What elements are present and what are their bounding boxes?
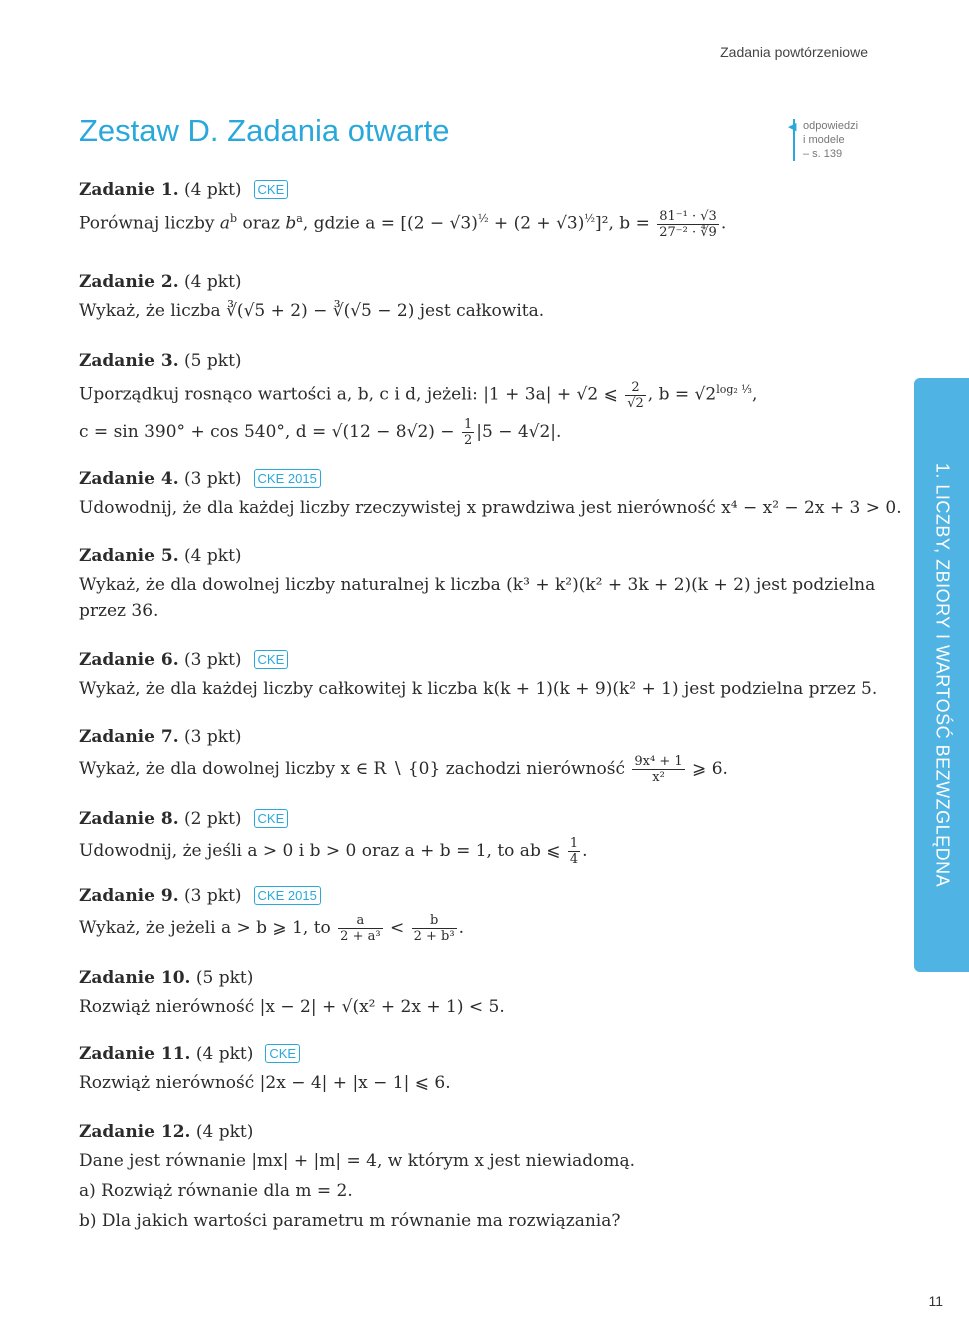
- task-12: [79, 1121, 879, 1233]
- task-content: Wykaż, że dla każdej liczby całkowitej k liczba k(k + 1)(k + 9)(k² + 1) jest podzielna przez 5.: [79, 679, 878, 699]
- task-content: Wykaż, że liczba ∛(√5 + 2) − ∛(√5 − 2) jest całkowita.: [79, 301, 545, 321]
- task-title: Zadanie 7.: [79, 727, 179, 747]
- cke-badge: CKE: [254, 809, 289, 828]
- section-title: Zestaw D. Zadania otwarte: [79, 113, 450, 148]
- running-header: Zadania powtórzeniowe: [720, 44, 868, 60]
- task-title: Zadanie 12.: [79, 1122, 191, 1142]
- fraction: $\frac{b}{\text{2 + b³}}$: [413, 913, 455, 944]
- task-points: (4 pkt): [195, 1044, 254, 1064]
- task-title: Zadanie 9.: [79, 886, 179, 906]
- task-2: [79, 271, 879, 323]
- task-points: (5 pkt): [184, 351, 242, 371]
- task-6: [79, 649, 879, 701]
- pointer-icon: ◀: [788, 121, 797, 133]
- task-content: przez 36.: [79, 601, 159, 621]
- task-title: Zadanie 5.: [79, 546, 179, 566]
- cke-badge: CKE 2015: [254, 886, 321, 905]
- fraction: $\frac{1}{2}$: [463, 416, 473, 448]
- task-points: (2 pkt): [184, 809, 242, 829]
- task-content: Udowodnij, że dla każdej liczby rzeczywistej x prawdziwa jest nierówność x⁴ − x² − 2x + 3 > 0.: [79, 498, 902, 518]
- task-1: [79, 179, 879, 240]
- task-7: [79, 726, 879, 785]
- cke-badge: CKE: [254, 650, 289, 669]
- task-points: (4 pkt): [184, 180, 242, 200]
- task-points: (3 pkt): [184, 727, 242, 747]
- chapter-side-tab-label: 1. LICZBY, ZBIORY I WARTOŚĆ BEZWZGLĘDNA: [932, 462, 952, 888]
- task-title: Zadanie 11.: [79, 1044, 191, 1064]
- task-points: (4 pkt): [184, 546, 242, 566]
- task-points: (4 pkt): [184, 272, 242, 292]
- task-9: [79, 885, 879, 944]
- task-title: Zadanie 2.: [79, 272, 179, 292]
- task-content: Wykaż, że dla dowolnej liczby x ∈ R ∖ {0} zachodzi nierówność $\frac{\text{9x⁴ + 1}}{\text{x²}}$ ⩾ 6.: [79, 754, 728, 785]
- task-points: (3 pkt): [184, 469, 242, 489]
- fraction: $\frac{\text{9x⁴ + 1}}{\text{x²}}$: [634, 754, 683, 785]
- task-content: Wykaż, że dla dowolnej liczby naturalnej k liczba (k³ + k²)(k² + 3k + 2)(k + 2) jest podzielna: [79, 575, 876, 595]
- cke-badge: CKE: [254, 180, 289, 199]
- fraction: $\frac{\text{81⁻¹ · √3}}{\text{27⁻² · ∜9}}$: [659, 208, 717, 240]
- answers-reference: ◀ odpowiedzi i modele – s. 139: [788, 120, 859, 160]
- task-8: [79, 808, 879, 867]
- task-content: c = sin 390° + cos 540°, d = √(12 − 8√2) − $\frac{1}{2}$ |5 − 4√2|.: [79, 416, 562, 448]
- task-content: Udowodnij, że jeśli a > 0 i b > 0 oraz a + b = 1, to ab ⩽ $\frac{1}{4}$ .: [79, 836, 588, 867]
- task-content: Rozwiąż nierówność |x − 2| + √(x² + 2x + 1) < 5.: [79, 997, 505, 1017]
- task-title: Zadanie 10.: [79, 968, 191, 988]
- chapter-side-tab: [914, 378, 969, 972]
- task-title: Zadanie 1.: [79, 180, 179, 200]
- task-4: [79, 468, 902, 520]
- task-3: [79, 350, 879, 448]
- task-content: Porównaj liczby $a^b$ oraz $b^a$, gdzie $a = [(2 - √3)^{\frac{1}{2}} + (2 + √3)^{\frac{1}{2}}]^2$, b = $\frac{\text{81⁻¹ · √3}}{\text{27⁻² · ∜9}}$ .: [79, 208, 727, 240]
- task-content: b) Dla jakich wartości parametru m równanie ma rozwiązania?: [79, 1211, 621, 1231]
- task-title: Zadanie 8.: [79, 809, 179, 829]
- cke-badge: CKE 2015: [254, 469, 321, 488]
- task-title: Zadanie 6.: [79, 650, 179, 670]
- task-content: Rozwiąż nierówność |2x − 4| + |x − 1| ⩽ 6.: [79, 1073, 451, 1093]
- task-points: (3 pkt): [184, 650, 242, 670]
- task-points: (3 pkt): [184, 886, 242, 906]
- task-points: (4 pkt): [195, 1122, 254, 1142]
- task-10: [79, 967, 879, 1019]
- task-11: [79, 1043, 879, 1095]
- task-content: Uporządkuj rosnąco wartości a, b, c i d, jeżeli: |1 + 3a| + √2 ⩽ $\frac{2}{√2}$ , $b = √2^{log_2 \frac{1}{3}}$,: [79, 379, 758, 411]
- fraction: $\frac{a}{\text{2 + a³}}$: [340, 913, 381, 944]
- fraction: $\frac{2}{√2}$: [627, 379, 644, 411]
- task-title: Zadanie 3.: [79, 351, 179, 371]
- page-number: 11: [928, 1293, 943, 1309]
- task-content: Dane jest równanie |mx| + |m| = 4, w którym x jest niewiadomą.: [79, 1151, 635, 1171]
- fraction: $\frac{1}{4}$: [569, 836, 579, 867]
- task-5: [79, 545, 879, 623]
- task-title: Zadanie 4.: [79, 469, 179, 489]
- task-points: (5 pkt): [195, 968, 254, 988]
- cke-badge: CKE: [265, 1044, 300, 1063]
- task-content: Wykaż, że jeżeli a > b ⩾ 1, to $\frac{a}{\text{2 + a³}}$ < $\frac{b}{\text{2 + b³}}$ .: [79, 913, 464, 944]
- task-content: a) Rozwiąż równanie dla m = 2.: [79, 1181, 353, 1201]
